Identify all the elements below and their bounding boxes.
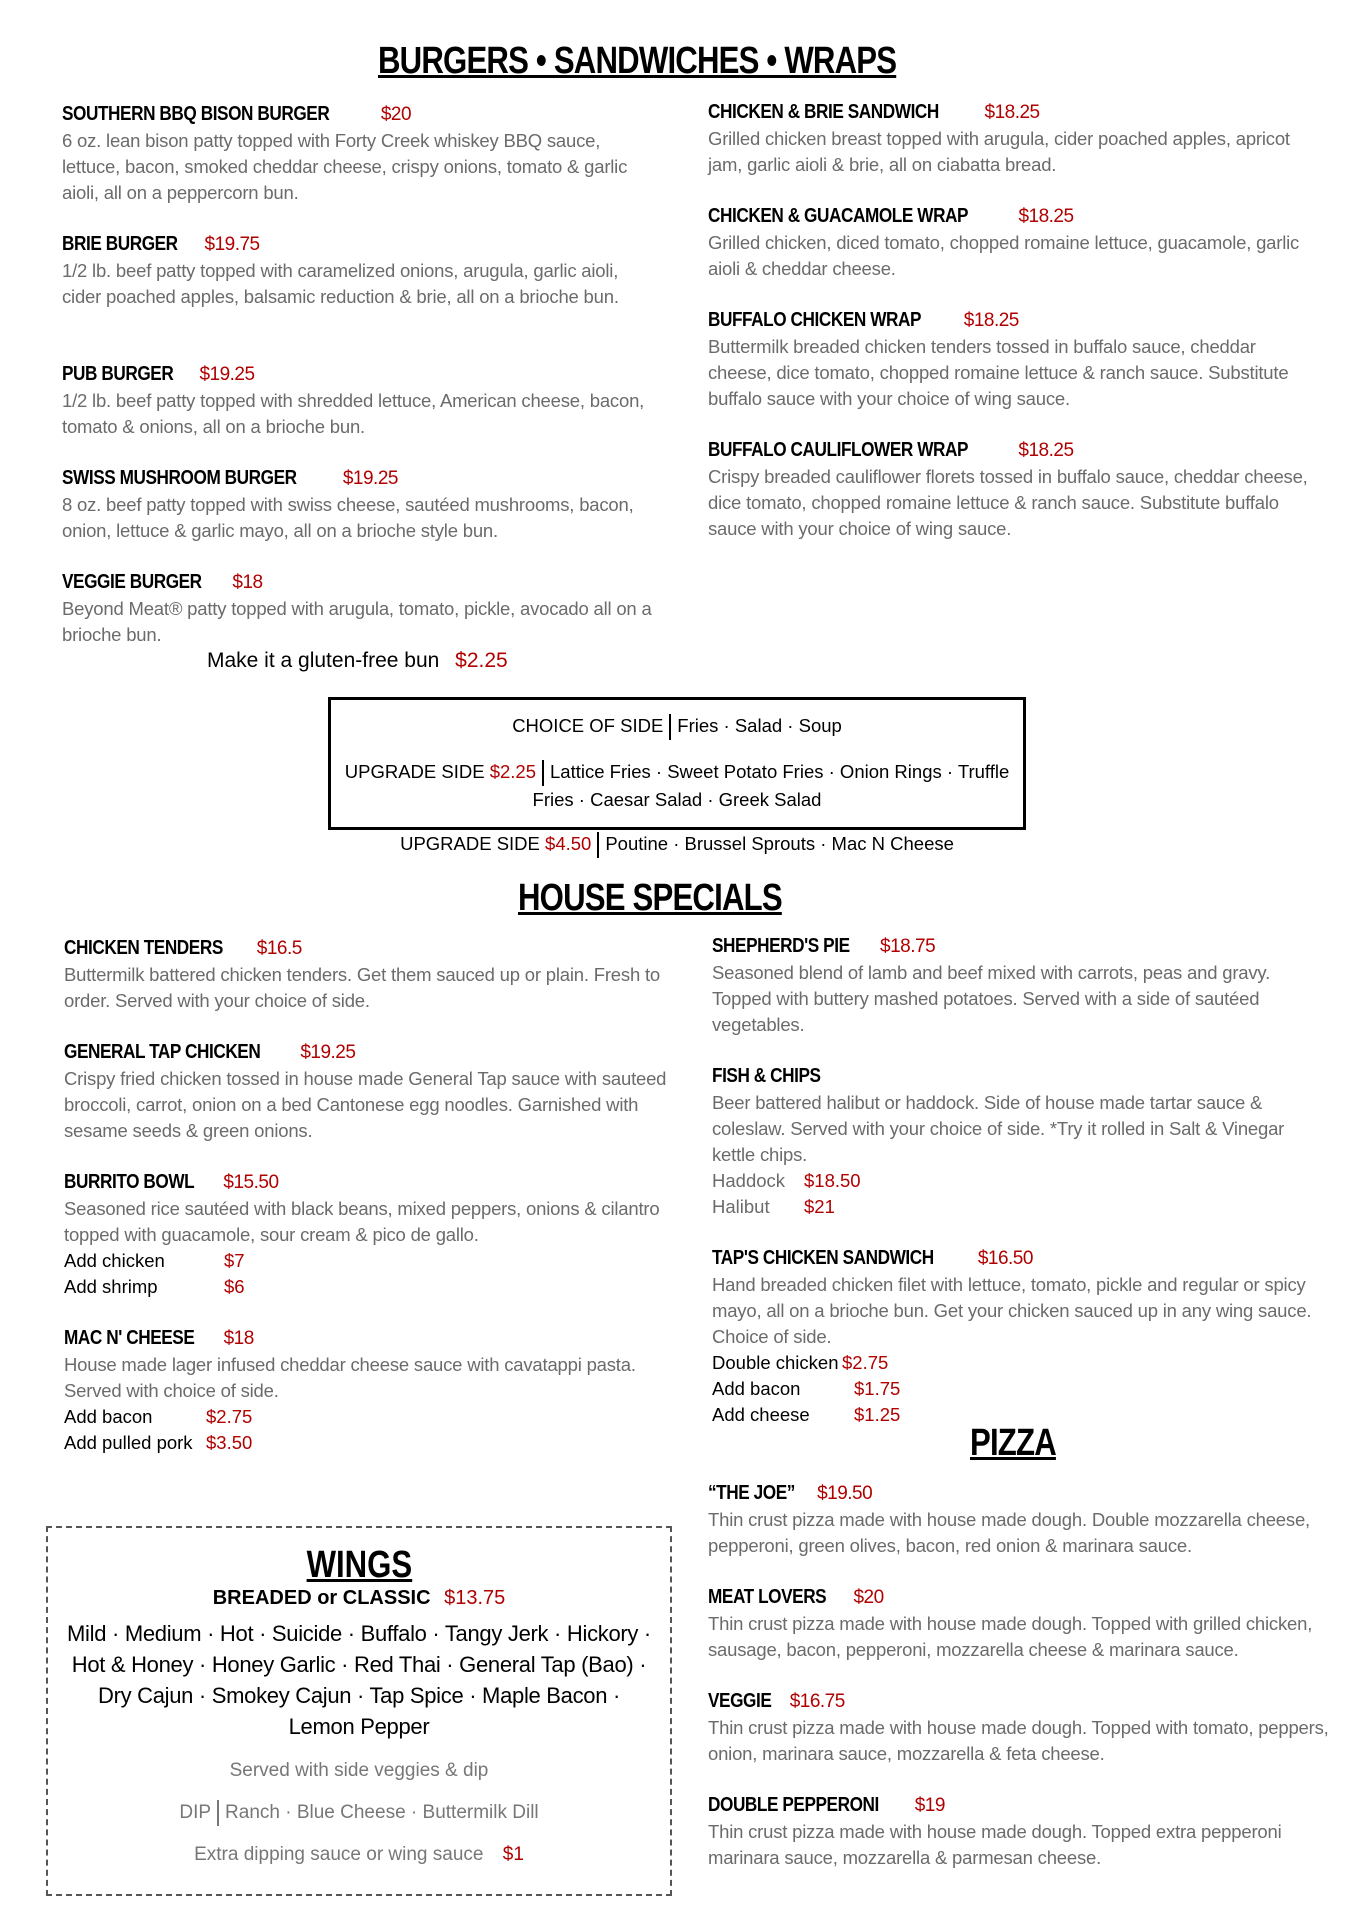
menu-item-addon xyxy=(64,1274,674,1300)
wings-served: Served with side veggies & dip xyxy=(229,1760,489,1781)
menu-item-addon xyxy=(64,1430,674,1456)
menu-item-name: BRIE BURGER xyxy=(62,233,178,255)
addon-label: Halibut xyxy=(712,1196,770,1217)
menu-item-name: TAP'S CHICKEN SANDWICH xyxy=(712,1247,934,1269)
menu-item xyxy=(62,467,662,544)
separator-bar xyxy=(542,760,544,786)
menu-item-name: VEGGIE xyxy=(708,1690,772,1712)
addon-label: Add chicken xyxy=(64,1250,165,1271)
pizza-title: PIZZA xyxy=(970,1422,1056,1464)
sides-box xyxy=(328,697,1026,855)
menu-item xyxy=(708,309,1308,412)
upgrade-side-row-1 xyxy=(331,758,1023,814)
addon-price: $2.75 xyxy=(842,1352,889,1373)
menu-item-addon xyxy=(712,1194,1322,1220)
menu-item-description: Crispy breaded cauliflower florets tossed in buffalo sauce, cheddar cheese, dice tomato, chopped romaine lettuce & ranch sauce. Substitute buffalo sauce with your choice of wing sauce. xyxy=(708,466,1308,539)
menu-item-name: BURRITO BOWL xyxy=(64,1171,195,1193)
menu-item-addon xyxy=(712,1168,1322,1194)
menu-item-price: $19.25 xyxy=(199,364,255,385)
menu-item xyxy=(64,1171,674,1300)
extra-sauce-price: $1 xyxy=(502,1844,524,1865)
house-specials-title: HOUSE SPECIALS xyxy=(518,877,782,919)
menu-item-description: 8 oz. beef patty topped with swiss cheese, sautéed mushrooms, bacon, onion, lettuce & garlic mayo, all on a brioche style bun. xyxy=(62,494,634,541)
menu-item-header xyxy=(708,439,1308,462)
menu-item xyxy=(712,1247,1322,1428)
gluten-free-price: $2.25 xyxy=(455,649,508,672)
menu-item xyxy=(708,101,1308,178)
menu-item-description: Buttermilk breaded chicken tenders tossed in buffalo sauce, cheddar cheese, dice tomato, chopped romaine lettuce & ranch sauce. Substitute buffalo sauce with your choice of wing sauce. xyxy=(708,336,1289,409)
menu-item-header xyxy=(62,103,662,126)
menu-item-header xyxy=(708,1794,1338,1817)
upgrade-side-items: Poutine · Brussel Sprouts · Mac N Cheese xyxy=(605,833,954,855)
menu-item-description: Thin crust pizza made with house made dough. Topped with tomato, peppers, onion, marinara sauce, mozzarella & feta cheese. xyxy=(708,1717,1329,1764)
menu-item-addon xyxy=(64,1404,674,1430)
menu-item xyxy=(708,1482,1338,1559)
menu-item-name: BUFFALO CAULIFLOWER WRAP xyxy=(708,439,969,461)
menu-item xyxy=(64,937,674,1014)
menu-item-description: Beyond Meat® patty topped with arugula, tomato, pickle, avocado all on a brioche bun. xyxy=(62,598,652,645)
choice-of-side-items: Fries · Salad · Soup xyxy=(677,715,842,736)
upgrade-side-price: $2.25 xyxy=(489,761,536,783)
addon-price: $7 xyxy=(224,1250,245,1271)
menu-item-price: $19.75 xyxy=(204,234,260,255)
addon-price: $1.75 xyxy=(854,1378,901,1399)
menu-item-description: Hand breaded chicken filet with lettuce, tomato, pickle and regular or spicy mayo, all on a brioche bun. Get your chicken sauced up in any wing sauce. Choice of side. xyxy=(712,1274,1312,1347)
menu-item-description: Thin crust pizza made with house made dough. Topped extra pepperoni marinara sauce, mozzarella & parmesan cheese. xyxy=(708,1821,1282,1868)
menu-item-header xyxy=(708,205,1308,228)
extra-sauce-label: Extra dipping sauce or wing sauce xyxy=(194,1844,484,1865)
menu-item-header xyxy=(64,1327,674,1350)
menu-item-price: $18.25 xyxy=(984,102,1040,123)
menu-item-name: “THE JOE” xyxy=(708,1482,795,1504)
menu-item-header xyxy=(708,1586,1338,1609)
gluten-free-label: Make it a gluten-free bun xyxy=(207,649,440,672)
menu-item-name: FISH & CHIPS xyxy=(712,1065,821,1087)
menu-item-description: Seasoned blend of lamb and beef mixed with carrots, peas and gravy. Topped with buttery mashed potatoes. Served with a side of sautéed vegetables. xyxy=(712,962,1271,1035)
menu-item-header xyxy=(62,571,662,594)
menu-item xyxy=(712,935,1322,1038)
menu-item-header xyxy=(708,101,1308,124)
menu-item-name: MAC N' CHEESE xyxy=(64,1327,195,1349)
menu-item-header xyxy=(708,1482,1338,1505)
gluten-free-option xyxy=(207,648,508,674)
menu-item xyxy=(708,1690,1338,1767)
menu-item-name: SWISS MUSHROOM BURGER xyxy=(62,467,297,489)
menu-item-name: CHICKEN & GUACAMOLE WRAP xyxy=(708,205,969,227)
burgers-title: BURGERS • SANDWICHES • WRAPS xyxy=(378,40,897,82)
addon-price: $21 xyxy=(804,1196,835,1217)
separator-bar xyxy=(217,1800,219,1826)
menu-item xyxy=(62,103,662,206)
menu-item-description: 1/2 lb. beef patty topped with caramelized onions, arugula, garlic aioli, cider poached apples, balsamic reduction & brie, all on a brioche bun. xyxy=(62,260,619,307)
menu-item-header xyxy=(712,1247,1322,1270)
menu-item-addon xyxy=(712,1376,1322,1402)
addon-label: Haddock xyxy=(712,1170,786,1191)
menu-item-name: CHICKEN TENDERS xyxy=(64,937,223,959)
dip-label: DIP xyxy=(179,1802,212,1824)
menu-item-addon xyxy=(64,1248,674,1274)
menu-item-price: $20 xyxy=(853,1587,884,1608)
menu-item-header xyxy=(712,935,1322,958)
menu-item xyxy=(62,571,662,648)
menu-item-price: $19.25 xyxy=(342,468,398,489)
menu-item xyxy=(64,1327,674,1456)
addon-price: $18.50 xyxy=(804,1170,861,1191)
wings-price: $13.75 xyxy=(444,1587,506,1609)
choice-of-side-row xyxy=(331,712,1023,740)
addon-label: Add bacon xyxy=(712,1378,801,1399)
upgrade-side-label: UPGRADE SIDE xyxy=(400,833,540,855)
menu-item xyxy=(708,1586,1338,1663)
menu-item-description: Grilled chicken breast topped with arugula, cider poached apples, apricot jam, garlic aioli & brie, all on ciabatta bread. xyxy=(708,128,1290,175)
menu-item-price: $16.5 xyxy=(256,938,302,959)
menu-item-description: 6 oz. lean bison patty topped with Forty Creek whiskey BBQ sauce, lettuce, bacon, smoked cheddar cheese, crispy onions, tomato & garlic aioli, all on a peppercorn bun. xyxy=(62,130,628,203)
menu-item xyxy=(64,1041,674,1144)
addon-price: $6 xyxy=(224,1276,245,1297)
addon-price: $1.25 xyxy=(854,1404,901,1425)
menu-item-header xyxy=(708,309,1308,332)
menu-item-addon xyxy=(712,1350,1322,1376)
upgrade-side-row-2 xyxy=(331,830,1023,858)
menu-item-description: Thin crust pizza made with house made dough. Topped with grilled chicken, sausage, bacon, pepperoni, mozzarella cheese & marinara sauce. xyxy=(708,1613,1313,1660)
menu-item-price: $16.50 xyxy=(977,1248,1033,1269)
wings-style: BREADED or CLASSIC xyxy=(212,1587,431,1609)
menu-item-name: GENERAL TAP CHICKEN xyxy=(64,1041,261,1063)
menu-item-price: $16.75 xyxy=(789,1691,845,1712)
wings-box xyxy=(46,1526,672,1896)
menu-item-header xyxy=(62,363,662,386)
upgrade-side-items: Lattice Fries · Sweet Potato Fries · Onion Rings · Truffle xyxy=(550,761,1010,783)
menu-item-description: Beer battered halibut or haddock. Side of house made tartar sauce & coleslaw. Served with your choice of side. *Try it rolled in Salt & Vinegar kettle chips. xyxy=(712,1092,1285,1165)
menu-item xyxy=(708,205,1308,282)
menu-item-name: PUB BURGER xyxy=(62,363,174,385)
wings-flavours: Mild · Medium · Hot · Suicide · Buffalo · Tangy Jerk · Hickory · Hot & Honey · Honey Garlic · Red Thai · General Tap (Bao) · Dry Cajun · Smokey Cajun · Tap Spice · Maple Bacon · Lemon Pepper xyxy=(67,1621,651,1739)
menu-item-price: $18.25 xyxy=(1018,206,1074,227)
addon-label: Double chicken xyxy=(712,1352,839,1373)
addon-price: $3.50 xyxy=(206,1432,253,1453)
addon-label: Add shrimp xyxy=(64,1276,158,1297)
upgrade-side-label: UPGRADE SIDE xyxy=(344,761,485,783)
menu-item-price: $15.50 xyxy=(223,1172,279,1193)
menu-item-description: House made lager infused cheddar cheese sauce with cavatappi pasta. Served with choice of side. xyxy=(64,1354,636,1401)
addon-label: Add bacon xyxy=(64,1406,153,1427)
addon-label: Add cheese xyxy=(712,1404,810,1425)
menu-item-description: 1/2 lb. beef patty topped with shredded lettuce, American cheese, bacon, tomato & onions, all on a brioche bun. xyxy=(62,390,645,437)
wings-title: WINGS xyxy=(306,1544,412,1586)
menu-item-description: Buttermilk battered chicken tenders. Get them sauced up or plain. Fresh to order. Served with your choice of side. xyxy=(64,964,661,1011)
separator-bar xyxy=(597,832,599,858)
menu-item-name: MEAT LOVERS xyxy=(708,1586,827,1608)
separator-bar xyxy=(669,714,671,740)
menu-item-name: BUFFALO CHICKEN WRAP xyxy=(708,309,922,331)
addon-label: Add pulled pork xyxy=(64,1432,193,1453)
menu-item-header xyxy=(64,937,674,960)
dip-items: Ranch · Blue Cheese · Buttermilk Dill xyxy=(225,1802,539,1824)
menu-item-header xyxy=(712,1065,1322,1088)
menu-item xyxy=(708,439,1308,542)
addon-price: $2.75 xyxy=(206,1406,253,1427)
menu-item-description: Crispy fried chicken tossed in house made General Tap sauce with sauteed broccoli, carrot, onion on a bed Cantonese egg noodles. Garnished with sesame seeds & green onions. xyxy=(64,1068,667,1141)
menu-item xyxy=(62,233,662,310)
menu-item-header xyxy=(708,1690,1338,1713)
menu-item-price: $18.75 xyxy=(880,936,936,957)
wings-extra xyxy=(48,1844,670,1866)
menu-item-price: $18 xyxy=(223,1328,254,1349)
menu-item-price: $18.25 xyxy=(1018,440,1074,461)
menu-item-price: $19.25 xyxy=(300,1042,356,1063)
menu-item-name: SOUTHERN BBQ BISON BURGER xyxy=(62,103,330,125)
menu-item-price: $18 xyxy=(232,572,263,593)
menu-item-header xyxy=(62,233,662,256)
menu-item-description: Seasoned rice sautéed with black beans, mixed peppers, onions & cilantro topped with guacamole, sour cream & pico de gallo. xyxy=(64,1198,660,1245)
menu-item-description: Grilled chicken, diced tomato, chopped romaine lettuce, guacamole, garlic aioli & cheddar cheese. xyxy=(708,232,1300,279)
menu-item-price: $19.50 xyxy=(817,1483,873,1504)
menu-item-name: CHICKEN & BRIE SANDWICH xyxy=(708,101,939,123)
menu-item-price: $19 xyxy=(914,1795,945,1816)
wings-dip xyxy=(48,1800,670,1826)
menu-item-price: $18.25 xyxy=(963,310,1019,331)
menu-item-name: SHEPHERD'S PIE xyxy=(712,935,850,957)
menu-item-addon xyxy=(712,1402,1322,1428)
menu-item-header xyxy=(62,467,662,490)
menu-item xyxy=(712,1065,1322,1220)
menu-item-header xyxy=(64,1041,674,1064)
menu-item xyxy=(62,363,662,440)
menu-item-name: DOUBLE PEPPERONI xyxy=(708,1794,879,1816)
menu-item-price: $20 xyxy=(380,104,412,125)
menu-item xyxy=(708,1794,1338,1871)
wings-subtitle xyxy=(48,1587,670,1610)
menu-item-name: VEGGIE BURGER xyxy=(62,571,202,593)
menu-item-header xyxy=(64,1171,674,1194)
upgrade-side-items-cont: Fries · Caesar Salad · Greek Salad xyxy=(532,789,822,811)
upgrade-side-price: $4.50 xyxy=(545,833,592,855)
menu-item-description: Thin crust pizza made with house made dough. Double mozzarella cheese, pepperoni, green olives, bacon, red onion & marinara sauce. xyxy=(708,1509,1310,1556)
choice-of-side-label: CHOICE OF SIDE xyxy=(512,715,664,736)
